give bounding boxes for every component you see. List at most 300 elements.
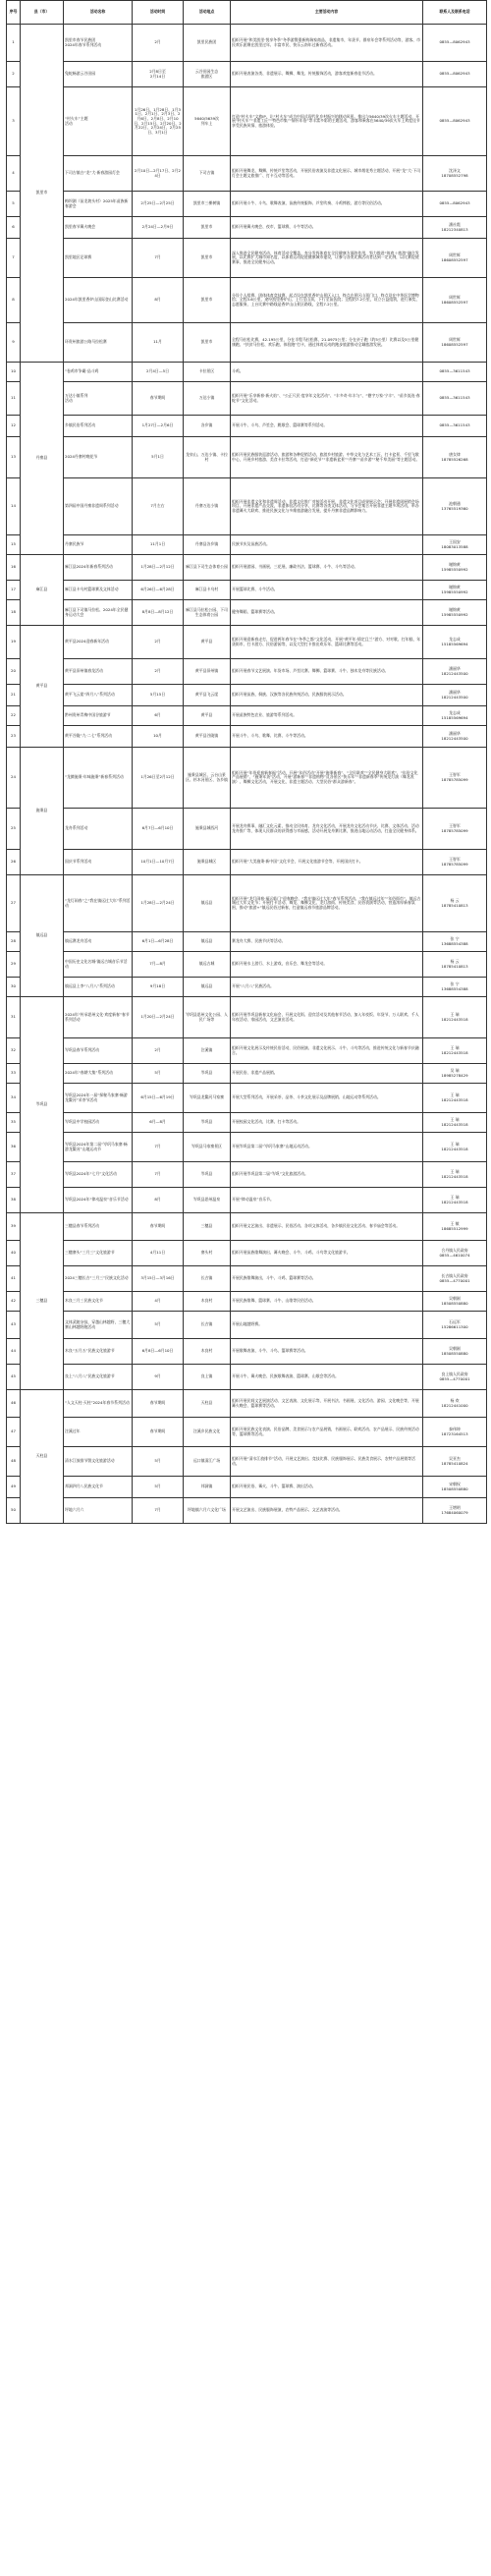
contact-info: 王 瑞 18212443518 (423, 1084, 487, 1113)
activity-content: 分设个人组赛、团体体育竞技赛，起点设在凯里香炉山景区入口，终点在景区山顶门口，终点设在中华医学博物馆；全程3.6公里，途经凯里香炉山、上行至山顶，下行至苗医院；全程约7.2公里，设立公益组别，进行颁奖、志愿服务，上台比赛中路线是香炉山山景区路线，全程7.2公里。 (231, 278, 423, 323)
contact-info: 谢锦黄 15985550992 (423, 581, 487, 600)
contact-info: 龙志成 15185569694 (423, 626, 487, 659)
activity-name: 岑巩县春节系列活动 (64, 1038, 133, 1064)
activity-time: 6月8日—6月10日 (133, 1339, 184, 1365)
contact-info: 王 瑞 18212443518 (423, 997, 487, 1038)
activity-place: 麻江县下司生态体育公园 (184, 555, 231, 581)
activity-place: 凯里民族团 (184, 25, 231, 62)
table-row (7, 726, 487, 748)
header-activity-name: 活动名称 (64, 1, 133, 25)
activity-name: 三穗寨头“三月三”文化旅游节 (64, 1241, 133, 1266)
activity-content: 开展民俗、非遗产品展销。 (231, 1064, 423, 1084)
activity-time: 春节期间 (133, 1213, 184, 1241)
activity-content: 赛龙舟大赛、民族节庆等活动。 (231, 932, 423, 952)
activity-place: 丹寨万达小镇 (184, 478, 231, 535)
row-number: 7 (7, 239, 21, 278)
activity-content: 开展斗牛、篝火晚会、民族歌舞表演、篮球赛、山歌会等活动。 (231, 1365, 423, 1390)
row-number: 28 (7, 932, 21, 952)
activity-time: 5月1日 (133, 437, 184, 478)
activity-place: 凯里市 (184, 278, 231, 323)
table-row (7, 1113, 487, 1133)
table-row (7, 978, 487, 997)
activity-time: 3月15日—3月16日 (133, 1266, 184, 1292)
activity-place: 黄平县谷陇镇 (184, 726, 231, 748)
row-number: 34 (7, 1084, 21, 1113)
contact-info: 王 瑞 18212443518 (423, 1038, 487, 1064)
activity-place: 良上镇 (184, 1365, 231, 1390)
activity-place: 镇远县 (184, 932, 231, 952)
row-number: 3 (7, 87, 21, 156)
activity-place: 远口镇清江广场 (184, 1447, 231, 1477)
contact-info: 谢锦黄 15985550992 (423, 555, 487, 581)
row-number: 19 (7, 626, 21, 659)
activity-name: 第四届中国丹寨非遗周系列活动 (64, 478, 133, 535)
activity-place: 岑巩县马家寨景区 (184, 1133, 231, 1162)
activity-name: “人文天柱·天柱”2024年春节系列活动 (64, 1390, 133, 1418)
activity-name: “卷鸡市争霸·品斗鸡 (64, 363, 133, 382)
activity-place: 长吉镇 (184, 1266, 231, 1292)
activity-name: 黄平飞云崖“四月八”系列活动 (64, 685, 133, 706)
contact-info: 合丹镇人民政府 0855—4610074 (423, 1241, 487, 1266)
activity-content: 组织开展“龙灯闹春·福运临门”迎春晚会、“我在镇远过大年”春节系列活动、“我在镇远过年”“年俗街市”、镇远古城过大年文化节；开展打卡活动、舞龙、舞狮文化、龙灯游街、传统美食、民俗表演等活动，营造浓厚新春氛围，推动“旅游+”镇远民俗过新春，打造镇远春节旅游品牌活动。 (231, 875, 423, 932)
activity-time: 4月11日 (133, 1241, 184, 1266)
contact-info: 王 瑞 18212443518 (423, 1113, 487, 1133)
table-body (7, 25, 487, 1524)
row-number: 5 (7, 192, 21, 217)
activity-content: 民族节庆及苗族活动。 (231, 535, 423, 555)
table-row (7, 278, 487, 323)
table-row (7, 1213, 487, 1241)
activity-name: 黄平县旧州镇春龙活动 (64, 659, 133, 685)
activity-place: 施秉县城西河 (184, 809, 231, 850)
table-row (7, 1498, 487, 1524)
activity-content: 打造“村火车”文旅IP，让“村火车”成为中国式现代化乡村振兴的移动风景。推出与5640/39次火车主题活动，开展“村火车”“非遗工匠”“特色市集”“情怀年俗”等丰富多彩的主题活动，游客和乘客在5640/39次火车上欢度佳节享受民族风情、旅游体验。 (231, 87, 423, 156)
activity-name: 2024三穗长吉“三月三”民族文化活动 (64, 1266, 133, 1292)
row-number: 31 (7, 997, 21, 1038)
header-county: 县（市） (21, 1, 64, 25)
activity-name: 麻江县2024年新春系列活动 (64, 555, 133, 581)
contact-info: 0855—8062943 (423, 192, 487, 217)
row-number: 6 (7, 217, 21, 239)
activity-place: 龙泉山、万达小镇、卡拉村 (184, 437, 231, 478)
activity-content: 开展大型系列活动，开展采茶、品茶、斗茶文化展示及品牌展销、山地运动等系列活动。 (231, 1084, 423, 1113)
table-row (7, 192, 487, 217)
table-row (7, 1312, 487, 1339)
activity-place: 岑巩县龙鳌河马家寨 (184, 1084, 231, 1113)
county-cell: 岑巩县 (21, 997, 64, 1213)
activity-time: 2月4日—5日 (133, 363, 184, 382)
activity-place: 丹寨县各乡镇 (184, 535, 231, 555)
activity-content: 组织开展表演各类、非遗展示、舞狮、舞龙、传统服饰活动，游客欢度新春佳节活动。 (231, 62, 423, 87)
table-row (7, 952, 487, 978)
row-number: 44 (7, 1339, 21, 1365)
activity-time: 2月 (133, 1038, 184, 1064)
activity-time: 8月 (133, 278, 184, 323)
activity-place: 万达小镇 (184, 382, 231, 416)
activity-place: 黄平县 (184, 706, 231, 726)
activity-time: 8月8日—8月12日 (133, 600, 184, 626)
contact-info: 潘丽华 18212443500 (423, 659, 487, 685)
activity-content: 健身舞蹈、篮球赛等活动。 (231, 600, 423, 626)
contact-info: 良上镇人民政府 0855—4770001 (423, 1365, 487, 1390)
header-no: 序号 (7, 1, 21, 25)
activity-name: 镇远县上李“八月八”系列活动 (64, 978, 133, 997)
table-row (7, 239, 487, 278)
activity-time: 11月 (133, 323, 184, 363)
row-number: 29 (7, 952, 21, 978)
contact-info: 周世辉 18608552597 (423, 323, 487, 363)
county-cell: 丹寨县 (21, 363, 64, 555)
activity-time: 5月15日 (133, 685, 184, 706)
activity-name: 良上“八月八”民族文化旅游节 (64, 1365, 133, 1390)
activity-time: 1月28日—2月12日 (133, 555, 184, 581)
contact-info: 0855—3611543 (423, 382, 487, 416)
activity-time: 5月 (133, 1312, 184, 1339)
contact-info: 杨 欢 18212441000 (423, 1390, 487, 1418)
row-number: 49 (7, 1477, 21, 1498)
activity-name: 凯里地区足球赛 (64, 239, 133, 278)
table-row (7, 1188, 487, 1213)
activity-name: 岑巩县2024年第二届“岑巩马家寨·畅游龙鳌河”山地运动节 (64, 1133, 133, 1162)
activity-name: 木良“五月五”民族文化旅游节 (64, 1339, 133, 1365)
row-number: 8 (7, 278, 21, 323)
contact-info: 王智军 18785785099 (423, 809, 487, 850)
activity-place: 岑巩县 (184, 1162, 231, 1188)
table-row (7, 1447, 487, 1477)
activity-name: 梅坝湖（苗龙坡头村）2025年苗族新春游会 (64, 192, 133, 217)
contact-info: 王智军 18785785099 (423, 748, 487, 809)
row-number: 45 (7, 1365, 21, 1390)
row-number: 50 (7, 1498, 21, 1524)
activity-name: 岑巩县2024年一届“探秘马家寨·畅游龙鳌河”采茶节活动 (64, 1084, 133, 1113)
activity-time: 6月1日—6月28日 (133, 932, 184, 952)
table-row (7, 1266, 487, 1292)
table-row (7, 1292, 487, 1312)
activity-name: 坪地六月六 (64, 1498, 133, 1524)
activity-name: 岑巩县中学校园活动 (64, 1113, 133, 1133)
activity-name: 国庆节系列活动 (64, 850, 133, 875)
activity-place: 各乡镇 (184, 416, 231, 437)
contact-info: 0855—3611543 (423, 363, 487, 382)
contact-info: 王国安 18083013588 (423, 535, 487, 555)
table-row (7, 1390, 487, 1418)
activity-time: 9月 (133, 1365, 184, 1390)
county-cell: 天柱县 (21, 1390, 64, 1524)
activity-content: 开展苗族特色农业、旅游等系列活动。 (231, 706, 423, 726)
row-number: 32 (7, 1038, 21, 1064)
activity-content: 组织开展民族服装巡游活动，旅游和各种促销活动，旅游乡村旅游、中华文化与艺术工匠、打卡盆景、千里飞歌中心，开展乡村旅游、美食卡拉等活动，打造“新花节”“非遗新盆景”“丹寨”“苗乡游”“秘千草美丽”等主题活动。 (231, 437, 423, 478)
contact-info: 龙志成 15185569694 (423, 706, 487, 726)
contact-info: 0855—3611543 (423, 416, 487, 437)
contact-info: 泰伟坤 18723164513 (423, 1418, 487, 1447)
table-row (7, 217, 487, 239)
activity-time: 春节期间 (133, 1390, 184, 1418)
activity-place: 木良村 (184, 1292, 231, 1312)
row-number: 42 (7, 1292, 21, 1312)
activity-content: 组织开展迎新春走打，促进两年春节在“冬季之都”文化活动，开展“黄平年·情定且兰”游方、对对歌、打年糕、年货街市、打卡游方、民俗游园等，以及大型打卡推出欢乐年、篮球比赛等活动。 (231, 626, 423, 659)
table-row (7, 416, 487, 437)
contact-info: 杨 云 18785410813 (423, 952, 487, 978)
row-number: 12 (7, 416, 21, 437)
row-number: 13 (7, 437, 21, 478)
contact-info: 王 瑞 18212443518 (423, 1188, 487, 1213)
activity-place: 云谷田园生态 旅游区 (184, 62, 231, 87)
contact-info: 潘丽华 18212443500 (423, 726, 487, 748)
contact-info: 0855—8062943 (423, 62, 487, 87)
activity-content: 开展龙舟赛事，融汇文化元素，推动全民体育、龙舟文化活动，开展龙舟文化活动节庆、比赛、文体活动、活动龙舟推广等，体现人民群众的获得感与幸福感，活动开展龙舟赛比赛，推进山地运动活动，打造全民健身体系。 (231, 809, 423, 850)
activity-content: 开展“律动温泉”音乐节。 (231, 1188, 423, 1213)
activity-time: 11月1日 (133, 535, 184, 555)
activity-name: 麻江县下司镇马拉松、2024年全民健身运动大会 (64, 600, 133, 626)
activity-content: 开展篮球比赛、斗牛活动。 (231, 581, 423, 600)
activity-name: 丹寨民族节 (64, 535, 133, 555)
activity-place: 镇远县 (184, 978, 231, 997)
activity-content: 开展校园文化活动，比赛、打卡等活动。 (231, 1113, 423, 1133)
activity-place: 麻江县卡乌村 (184, 581, 231, 600)
activity-name: 凯里春节篝火晚会 (64, 217, 133, 239)
contact-info: 唐女律 18785526268 (423, 437, 487, 478)
activity-time: 春节期间 (133, 382, 184, 416)
activity-time: 7月—8月 (133, 952, 184, 978)
contact-info: 王智军 18785785099 (423, 850, 487, 875)
row-number: 33 (7, 1064, 21, 1084)
row-number: 39 (7, 1213, 21, 1241)
row-number: 21 (7, 685, 21, 706)
row-number: 15 (7, 535, 21, 555)
table-row (7, 706, 487, 726)
activity-time: 1月28日—2月24日 (133, 875, 184, 932)
activity-name: 黄平谷陇“九·二七”系列活动 (64, 726, 133, 748)
table-row (7, 1339, 487, 1365)
activity-time: 6月—8月 (133, 1113, 184, 1133)
activity-time: 7月 (133, 1162, 184, 1188)
contact-info: 周世辉 18608552597 (423, 239, 487, 278)
activity-time: 5月 (133, 1064, 184, 1084)
activity-place: 施秉县城区 (184, 850, 231, 875)
table-row (7, 555, 487, 581)
table-row (7, 997, 487, 1038)
row-number: 24 (7, 748, 21, 809)
activity-time: 2月8日至 2月14日 (133, 62, 184, 87)
activity-content: 全程马拉松比赛，42.195公里，分在半程马拉松赛、21.0975公里；分在亲子跑（约5公里）比赛以及5公里健康跑、“扶贫马拉松、欢乐跑、体验跑”打卡，通过体育运动的跑步旅游推动全域旅游发展。 (231, 323, 423, 363)
activity-name: 中国历史文化名城·镇远古城音乐节活动 (64, 952, 133, 978)
county-cell: 麻江县 (21, 555, 64, 626)
county-cell: 施秉县 (21, 748, 64, 875)
contact-info: 吴 瑞 18985278429 (423, 1064, 487, 1084)
activity-name: 环贵州旅游公路马拉松赛 (64, 323, 133, 363)
activity-place: 岑巩县思州文化公园、人民广场等 (184, 997, 231, 1038)
activity-name: 岑巩县2024年“七月”文化活动 (64, 1162, 133, 1188)
table-row (7, 156, 487, 192)
table-row (7, 1064, 487, 1084)
table-row (7, 1241, 487, 1266)
activity-place: 岑巩县 (184, 1113, 231, 1133)
activity-content: 组织开展民族文化表演、民俗品牌、美食展示与农产品展销，书画展示、联欢活动、农产品展示、民族传统活动等，篮球赛等活动。 (231, 1418, 423, 1447)
activity-content: 组织开展“年俗迎春新春福”活动，开展“年俗活动”开展“施秉新春”、“全民联欢”“全民健身大联欢”、“年俗文化产品展销”、“施秉年货”活动，开展“游新春”“非遗购物”及各景区“快乐年”“非遗新春季”传统龙灯演（舞龙表演）、舞狮文化活动，开展文化、非遗主题活动、大型民俗“群众游新春”。 (231, 748, 423, 809)
row-number: 2 (7, 62, 21, 87)
contact-info: 吴亚杰 18785410824 (423, 1447, 487, 1477)
activity-name: 镇远赛龙舟活动 (64, 932, 133, 952)
activity-content: 开展“八月八”民族活动。 (231, 978, 423, 997)
table-row (7, 1418, 487, 1447)
activity-content: 组织开展“大美施秉·新中国”文化节会，开展文化旅游节会等，开展国庆打卡。 (231, 850, 423, 875)
contact-info: 池朝通 13765519360 (423, 478, 487, 535)
activity-place: 镇远古城 (184, 952, 231, 978)
table-row (7, 478, 487, 535)
table-row (7, 1477, 487, 1498)
activity-time: 7月左右 (133, 478, 184, 535)
activity-place: 下司古镇 (184, 156, 231, 192)
activity-name: 凯里市春节民族团 2024年春节系列活动 (64, 25, 133, 62)
activity-name: 黄平县2024迎春新年活动 (64, 626, 133, 659)
table-row (7, 323, 487, 363)
contact-info: 长吉镇人民政府 0855—4770001 (423, 1266, 487, 1292)
activity-place: 卡拉景区 (184, 363, 231, 382)
activity-name: 清水江放排节暨文化旅游活动 (64, 1447, 133, 1477)
activity-place: 黄平县旧州镇 (184, 659, 231, 685)
activity-time: 1月26日、1月28日、1月31日、2月1日、2月3日、2月6日、2月8日、2月10日、2月15日、2月20日、2月22日、2月24日、2月25日、3月1日 (133, 87, 184, 156)
activity-name: 注溪过年 (64, 1418, 133, 1447)
row-number: 40 (7, 1241, 21, 1266)
activity-place: 木良村 (184, 1339, 231, 1365)
row-number: 23 (7, 726, 21, 748)
contact-info: 杨 云 18785410813 (423, 875, 487, 932)
county-cell: 黄平县 (21, 626, 64, 748)
table-row (7, 535, 487, 555)
table-row (7, 382, 487, 416)
activity-place: 黄平县飞云崖 (184, 685, 231, 706)
table-row (7, 1133, 487, 1162)
contact-info: 潘丽华 18212443500 (423, 685, 487, 706)
row-number: 38 (7, 1188, 21, 1213)
activity-place: 凯里市 (184, 323, 231, 363)
activity-content: 组织开展“乐享新春·新火焰”、“公正尺民·度享年文化活动”、“丰多奇·年丰与”、“德字万家·宁丰”、“苗乡流连·春蛇节”文化活动。 (231, 382, 423, 416)
row-number: 43 (7, 1312, 21, 1339)
activity-time: 7月 (133, 1498, 184, 1524)
row-number: 46 (7, 1390, 21, 1418)
activity-content: 组织开展游园、书画展、三花展、廉政书法、篮球赛、斗牛、斗鸟等活动。 (231, 555, 423, 581)
activity-place: 岑巩县思州温泉 (184, 1188, 231, 1213)
row-number: 37 (7, 1162, 21, 1188)
row-number: 4 (7, 156, 21, 192)
activity-name: 2024丹寨村晚花节 (64, 437, 133, 478)
activity-name: 乡镇民俗系列活动 (64, 416, 133, 437)
header-contact: 联系人及联系电话 (423, 1, 487, 25)
activity-content: 组织开展春节文艺展演、年货市场、芦笙比赛、舞狮、篮球赛、斗牛、独木龙舟等民族活动。 (231, 659, 423, 685)
activity-time: 6月7日—6月10日 (133, 809, 184, 850)
activity-place: 坪地镇六月六文化广场 (184, 1498, 231, 1524)
activity-name: “村火车”主题 活动 (64, 87, 133, 156)
activity-time: 1月27日—2月6日 (133, 416, 184, 437)
table-row (7, 685, 487, 706)
table-row (7, 437, 487, 478)
table-row (7, 748, 487, 809)
activity-place: 岑巩县 (184, 1064, 231, 1084)
table-row (7, 1084, 487, 1113)
activity-place: 凯里市三棵树镇 (184, 192, 231, 217)
row-number: 18 (7, 600, 21, 626)
activity-time: 9月18日 (133, 978, 184, 997)
activity-place: 施秉县城区、云台山景区、杉木河景区、各乡镇 (184, 748, 231, 809)
activity-content: 组织开展苗族、侗族、汉族等各民族传统活动，民族服装展示活动。 (231, 685, 423, 706)
activity-content: 组织开展舞龙、舞狮、传统芦笙等活动，开展民俗表演及非遗文化展示、城市烟花秀主题活动，开展“龙”大·下司灯会主题文旅推广、打卡互动等活动。 (231, 156, 423, 192)
contact-info: 吴朝刚 18508550880 (423, 1339, 487, 1365)
activity-content: 组织开展水上游行、水上游戏，音乐会、舞龙会等活动。 (231, 952, 423, 978)
table-row (7, 25, 487, 62)
activity-name: 木良三月三民族文化节 (64, 1292, 133, 1312)
activity-name: 万达小镇系列 活动 (64, 382, 133, 416)
table-row (7, 1162, 487, 1188)
activity-content: 开展文艺演出、民族服饰展演，农特产品展示、文艺表演等活动。 (231, 1498, 423, 1524)
row-number: 27 (7, 875, 21, 932)
activity-place: 镇远县 (184, 875, 231, 932)
activity-place: 天柱县 (184, 1390, 231, 1418)
row-number: 36 (7, 1133, 21, 1162)
activity-content: 组织开展文化展示及传统民俗活动，民俗展演、非遗文化展示、斗牛、斗鸟等活动，推进传统文化与新春节庆融合。 (231, 1038, 423, 1064)
activity-time: 7月 (133, 1133, 184, 1162)
contact-info: 潘社霞 18212340813 (423, 217, 487, 239)
contact-info: 吴朝刚 18508550880 (423, 1292, 487, 1312)
activity-name: “龙腾施秉·年味施秉”新春系列活动 (64, 748, 133, 809)
activity-content: 组织开展篝火晚会、夜市，篮球赛，斗牛等活动。 (231, 217, 423, 239)
activity-content: 开展民族歌舞、篮球赛、斗牛、山歌等民俗活动。 (231, 1292, 423, 1312)
activity-time: 春节期间 (133, 1418, 184, 1447)
contact-info: 0855—8062943 (423, 87, 487, 156)
row-number: 35 (7, 1113, 21, 1133)
table-row (7, 1365, 487, 1390)
contact-info: 沈泽文 18708552798 (423, 156, 487, 192)
table-row (7, 875, 487, 932)
table-row (7, 850, 487, 875)
row-number: 30 (7, 978, 21, 997)
row-number: 11 (7, 382, 21, 416)
activity-place: 注溪镇 (184, 1038, 231, 1064)
header-main-content: 主要活动内容 (231, 1, 423, 25)
activity-place: 寨头村 (184, 1241, 231, 1266)
table-row (7, 600, 487, 626)
row-number: 17 (7, 581, 21, 600)
table-row (7, 626, 487, 659)
activity-content: 开展斗牛、斗鸟、芦笙会、跳歌会、篮球赛等系列活动。 (231, 416, 423, 437)
activity-time: 2月 (133, 659, 184, 685)
contact-info: 0855—8062943 (423, 25, 487, 62)
activity-content: 开展山地越野赛。 (231, 1312, 423, 1339)
activity-place: 长吉镇 (184, 1312, 231, 1339)
activity-content: 组织开展民俗、篝火、斗牛、篮球赛、演出活动。 (231, 1477, 423, 1498)
activity-name: 龙舟系列活动 (64, 809, 133, 850)
activity-time: 1月20日—2月24日 (133, 997, 184, 1038)
row-number: 41 (7, 1266, 21, 1292)
table-row (7, 1038, 487, 1064)
activity-place: 凯里市 (184, 239, 231, 278)
activity-place: 三穗县 (184, 1213, 231, 1241)
activity-name: 文体武陵杂技，穿越山林越野，三穗大寨山林越野跑活动 (64, 1312, 133, 1339)
activity-time: 5月 (133, 1447, 184, 1477)
activity-time: 2月 (133, 25, 184, 62)
row-number: 14 (7, 478, 21, 535)
row-number: 26 (7, 850, 21, 875)
activity-time: 2月24日—2月9日 (133, 217, 184, 239)
table-header-row (7, 1, 487, 25)
activity-content: 组织开展“清水江放排节”活动，开展文艺演出、竞技比赛、民族服饰展示、民族美食展示、农特产品展销等活动。 (231, 1447, 423, 1477)
contact-info: 王 敏 18685512999 (423, 1213, 487, 1241)
activity-place: 凯里市 (184, 217, 231, 239)
activity-name: “龙灯闹春”之“我在镇远过大年”系列活动 (64, 875, 133, 932)
table-row (7, 581, 487, 600)
activity-content: 开展歌舞表演、斗牛、斗鸟、篮球赛等活动。 (231, 1339, 423, 1365)
activity-name: 三穗县春节系列活动 (64, 1213, 133, 1241)
activity-name: 麻江县卡乌村篮球赛及文体活动 (64, 581, 133, 600)
